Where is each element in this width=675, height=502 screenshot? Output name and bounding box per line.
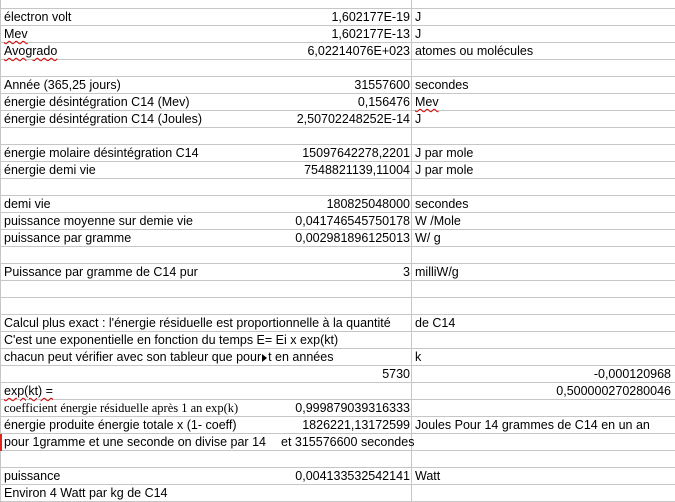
cell-unit[interactable]: atomes ou molécules — [415, 44, 534, 58]
cell-unit[interactable]: J — [415, 112, 422, 126]
cell-label[interactable]: Avogrado — [4, 44, 58, 58]
cell-value[interactable]: 0,004133532542141 — [295, 469, 410, 483]
table-row — [0, 417, 675, 434]
cell-label[interactable]: Puissance par gramme de C14 pur — [4, 265, 198, 279]
table-row — [0, 111, 675, 128]
table-row — [0, 230, 675, 247]
cell-label[interactable]: énergie molaire désintégration C14 — [4, 146, 199, 160]
table-row — [0, 162, 675, 179]
cell-label-text: t en années — [268, 350, 334, 364]
cell-unit[interactable]: Joules Pour 14 grammes de C14 en un an — [415, 418, 650, 432]
cell-value[interactable]: 180825048000 — [326, 197, 410, 211]
cell-label[interactable]: Calcul plus exact : l'énergie résiduelle est proportionnelle à la quantité — [4, 316, 391, 330]
table-row — [0, 26, 675, 43]
cell-label[interactable]: énergie désintégration C14 (Mev) — [4, 95, 190, 109]
cell-label[interactable]: Environ 4 Watt par kg de C14 — [4, 486, 168, 500]
cell-unit[interactable]: J par mole — [415, 146, 474, 160]
cell-label[interactable]: Mev — [4, 27, 28, 41]
cell-unit[interactable]: de C14 — [415, 316, 456, 330]
cell-value[interactable]: 5730 — [382, 367, 410, 381]
cell-value[interactable]: 0,500000270280046 — [556, 384, 671, 398]
cell-label[interactable]: pour 1gramme et une seconde on divise par 14 — [4, 435, 266, 449]
cell-value[interactable]: 15097642278,2201 — [302, 146, 410, 160]
cell-unit[interactable]: Mev — [415, 95, 439, 109]
cell-value[interactable]: et 315576600 secondes — [281, 435, 415, 449]
cell-unit[interactable]: J — [415, 10, 422, 24]
cell-value[interactable]: 0,156476 — [357, 95, 410, 109]
cell-value[interactable]: 7548821139,11004 — [304, 163, 410, 177]
table-row — [0, 468, 675, 485]
cell-label[interactable]: C'est une exponentielle en fonction du temps E= Ei x exp(kt) — [4, 333, 339, 347]
table-row — [0, 77, 675, 94]
table-row — [0, 349, 675, 366]
cell-unit[interactable]: J par mole — [415, 163, 474, 177]
cell-label[interactable]: puissance moyenne sur demie vie — [4, 214, 193, 228]
cell-unit[interactable]: Watt — [415, 469, 441, 483]
cell-label[interactable]: énergie demi vie — [4, 163, 96, 177]
table-row — [0, 366, 675, 383]
cell-unit[interactable]: k — [415, 350, 422, 364]
table-row — [0, 315, 675, 332]
cell-value[interactable]: -0,000120968 — [593, 367, 671, 381]
cell-value[interactable]: 6,02214076E+023 — [307, 44, 410, 58]
cell-value[interactable]: 31557600 — [354, 78, 410, 92]
cell-value[interactable]: 0,041746545750178 — [295, 214, 410, 228]
cell-value[interactable]: 0,999879039316333 — [295, 401, 410, 415]
cell-value[interactable]: 1826221,13172599 — [302, 418, 410, 432]
cell-label[interactable]: énergie désintégration C14 (Joules) — [4, 112, 203, 126]
cell-unit[interactable]: secondes — [415, 197, 469, 211]
cell-label[interactable]: énergie produite énergie totale x (1- coeff) — [4, 418, 237, 432]
table-row — [0, 485, 675, 502]
table-row — [0, 434, 675, 451]
cell-label[interactable]: coefficient énergie résiduelle après 1 an exp(k) — [4, 401, 239, 415]
cell-unit[interactable]: W/ g — [415, 231, 441, 245]
cell-label[interactable]: Année (365,25 jours) — [4, 78, 121, 92]
cell-label[interactable]: électron volt — [4, 10, 72, 24]
table-row — [0, 332, 675, 349]
cell-label[interactable] — [2, 349, 335, 366]
table-row — [0, 383, 675, 400]
cell-label-text: chacun peut vérifier avec son tableur que pour — [4, 350, 262, 364]
table-row — [0, 43, 675, 60]
text-cursor-icon — [262, 354, 267, 362]
cell-value[interactable]: 1,602177E-13 — [331, 27, 410, 41]
cell-label[interactable]: puissance — [4, 469, 61, 483]
cell-unit[interactable]: W /Mole — [415, 214, 461, 228]
cell-label[interactable]: demi vie — [4, 197, 51, 211]
table-row — [0, 94, 675, 111]
cell-label[interactable]: puissance par gramme — [4, 231, 132, 245]
row-border — [0, 297, 675, 298]
table-row — [0, 145, 675, 162]
table-row — [0, 9, 675, 26]
table-row — [0, 264, 675, 281]
table-row — [0, 400, 675, 417]
cell-value[interactable]: 2,50702248252E-14 — [296, 112, 410, 126]
cell-value[interactable]: 0,002981896125013 — [295, 231, 410, 245]
cell-value[interactable]: 3 — [403, 265, 410, 279]
cell-label[interactable]: exp(kt) = — [4, 384, 53, 398]
table-row — [0, 196, 675, 213]
table-row — [0, 213, 675, 230]
cell-unit[interactable]: secondes — [415, 78, 469, 92]
cell-value[interactable]: 1,602177E-19 — [331, 10, 410, 24]
cell-unit[interactable]: J — [415, 27, 422, 41]
cell-unit[interactable]: milliW/g — [415, 265, 459, 279]
